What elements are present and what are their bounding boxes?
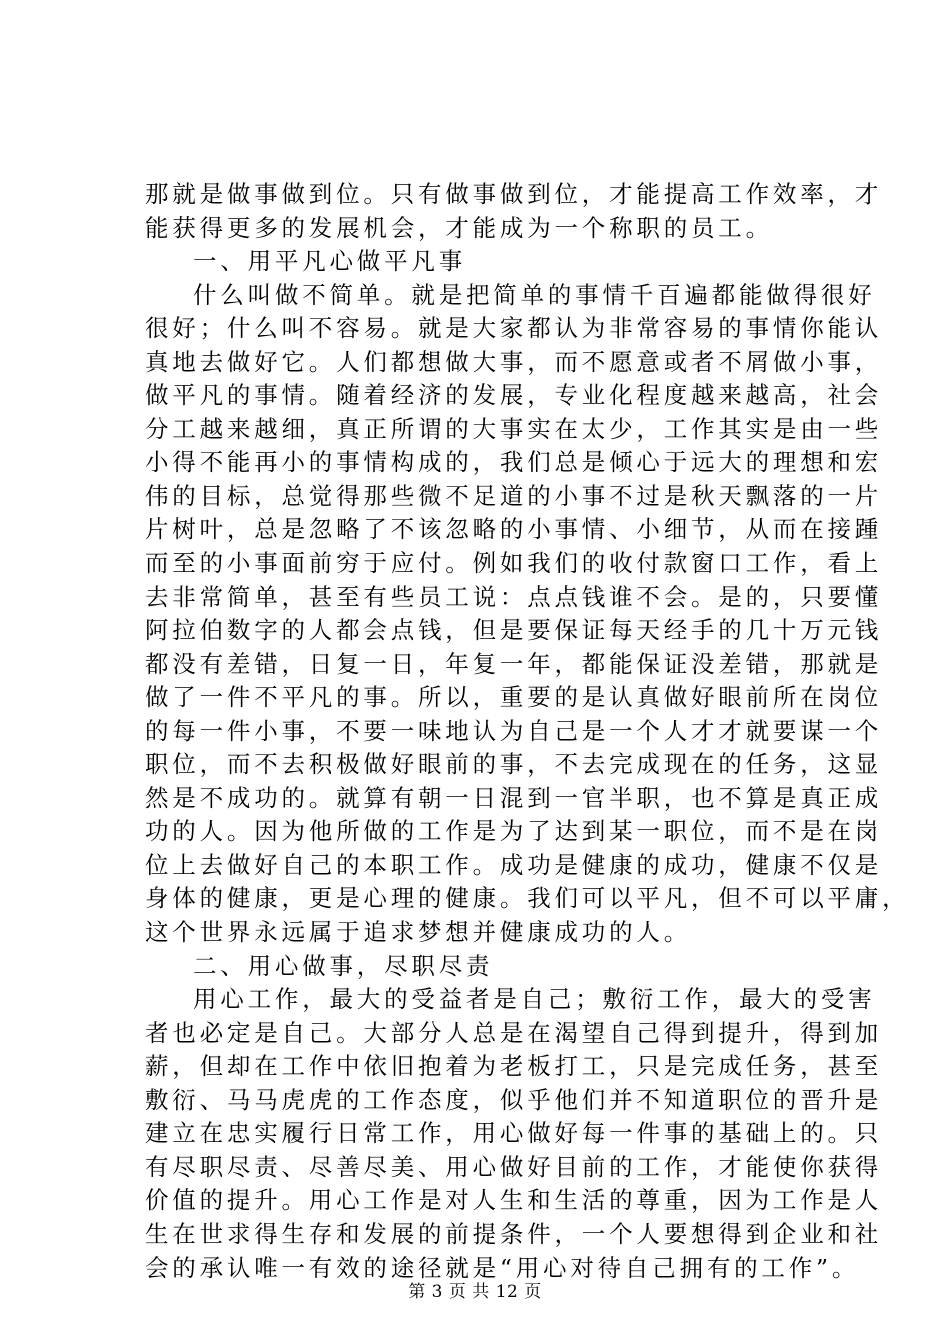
text-line: 真地去做好它。人们都想做大事，而不愿意或者不屑做小事， — [145, 347, 883, 376]
text-line: 那就是做事做到位。只有做事做到位，才能提高工作效率，才 — [145, 180, 883, 208]
text-line: 身体的健康，更是心理的健康。我们可以平凡，但不可以平庸， — [145, 884, 910, 913]
text-line: 而至的小事面前穷于应付。例如我们的收付款窗口工作，看上 — [145, 549, 883, 578]
text-line: 阿拉伯数字的人都会点钱，但是要保证每天经手的几十万元钱 — [145, 616, 883, 645]
text-line: 敷衍、马马虎虎的工作态度，似乎他们并不知道职位的晋升是 — [145, 1085, 883, 1114]
text-line: 会的承认唯一有效的途径就是“用心对待自己拥有的工作”。 — [145, 1253, 860, 1282]
text-line: 分工越来越细，真正所谓的大事实在太少，工作其实是由一些 — [145, 414, 883, 443]
text-line: 都没有差错，日复一日，年复一年，都能保证没差错，那就是 — [145, 649, 883, 678]
text-line: 位上去做好自己的本职工作。成功是健康的成功，健康不仅是 — [145, 850, 883, 879]
text-line: 薪，但却在工作中依旧抱着为老板打工，只是完成任务，甚至 — [145, 1052, 883, 1081]
page-number-footer: 第 3 页 共 12 页 — [408, 1282, 542, 1302]
body-text — [145, 178, 910, 1285]
text-line: 什么叫做不简单。就是把简单的事情千百遍都能做得很好 — [193, 280, 876, 309]
text-line: 生在世求得生存和发展的前提条件，一个人要想得到企业和社 — [145, 1219, 883, 1248]
text-line: 做平凡的事情。随着经济的发展，专业化程度越来越高，社会 — [145, 381, 883, 410]
section-heading-2: 二、用心做事，尽职尽责 — [193, 951, 494, 980]
text-line: 用心工作，最大的受益者是自己；敷衍工作，最大的受害 — [193, 985, 876, 1014]
text-line: 去非常简单，甚至有些员工说：点点钱谁不会。是的，只要懂 — [145, 582, 883, 611]
text-line: 能获得更多的发展机会，才能成为一个称职的员工。 — [145, 213, 773, 242]
text-line: 小得不能再小的事情构成的，我们总是倾心于远大的理想和宏 — [145, 448, 883, 477]
text-line: 伟的目标，总觉得那些微不足道的小事不过是秋天飘落的一片 — [145, 481, 883, 510]
text-line: 很好；什么叫不容易。就是大家都认为非常容易的事情你能认 — [145, 314, 883, 343]
text-line: 者也必定是自己。大部分人总是在渴望自己得到提升，得到加 — [145, 1018, 883, 1047]
text-line: 的每一件小事，不要一味地认为自己是一个人才才就要谋一个 — [145, 716, 883, 745]
text-line: 做了一件不平凡的事。所以，重要的是认真做好眼前所在岗位 — [145, 683, 883, 712]
text-line: 然是不成功的。就算有朝一日混到一官半职，也不算是真正成 — [145, 783, 883, 812]
text-line: 价值的提升。用心工作是对人生和生活的尊重，因为工作是人 — [145, 1186, 883, 1215]
text-line: 有尽职尽责、尽善尽美、用心做好目前的工作，才能使你获得 — [145, 1152, 883, 1181]
text-line: 功的人。因为他所做的工作是为了达到某一职位，而不是在岗 — [145, 817, 883, 846]
section-heading-1: 一、用平凡心做平凡事 — [193, 247, 466, 276]
text-line: 片树叶，总是忽略了不该忽略的小事情、小细节，从而在接踵 — [145, 515, 883, 544]
text-line: 这个世界永远属于追求梦想并健康成功的人。 — [145, 918, 691, 947]
text-line: 职位，而不去积极做好眼前的事，不去完成现在的任务，这显 — [145, 750, 883, 779]
text-line: 建立在忠实履行日常工作，用心做好每一件事的基础上的。只 — [145, 1119, 883, 1148]
